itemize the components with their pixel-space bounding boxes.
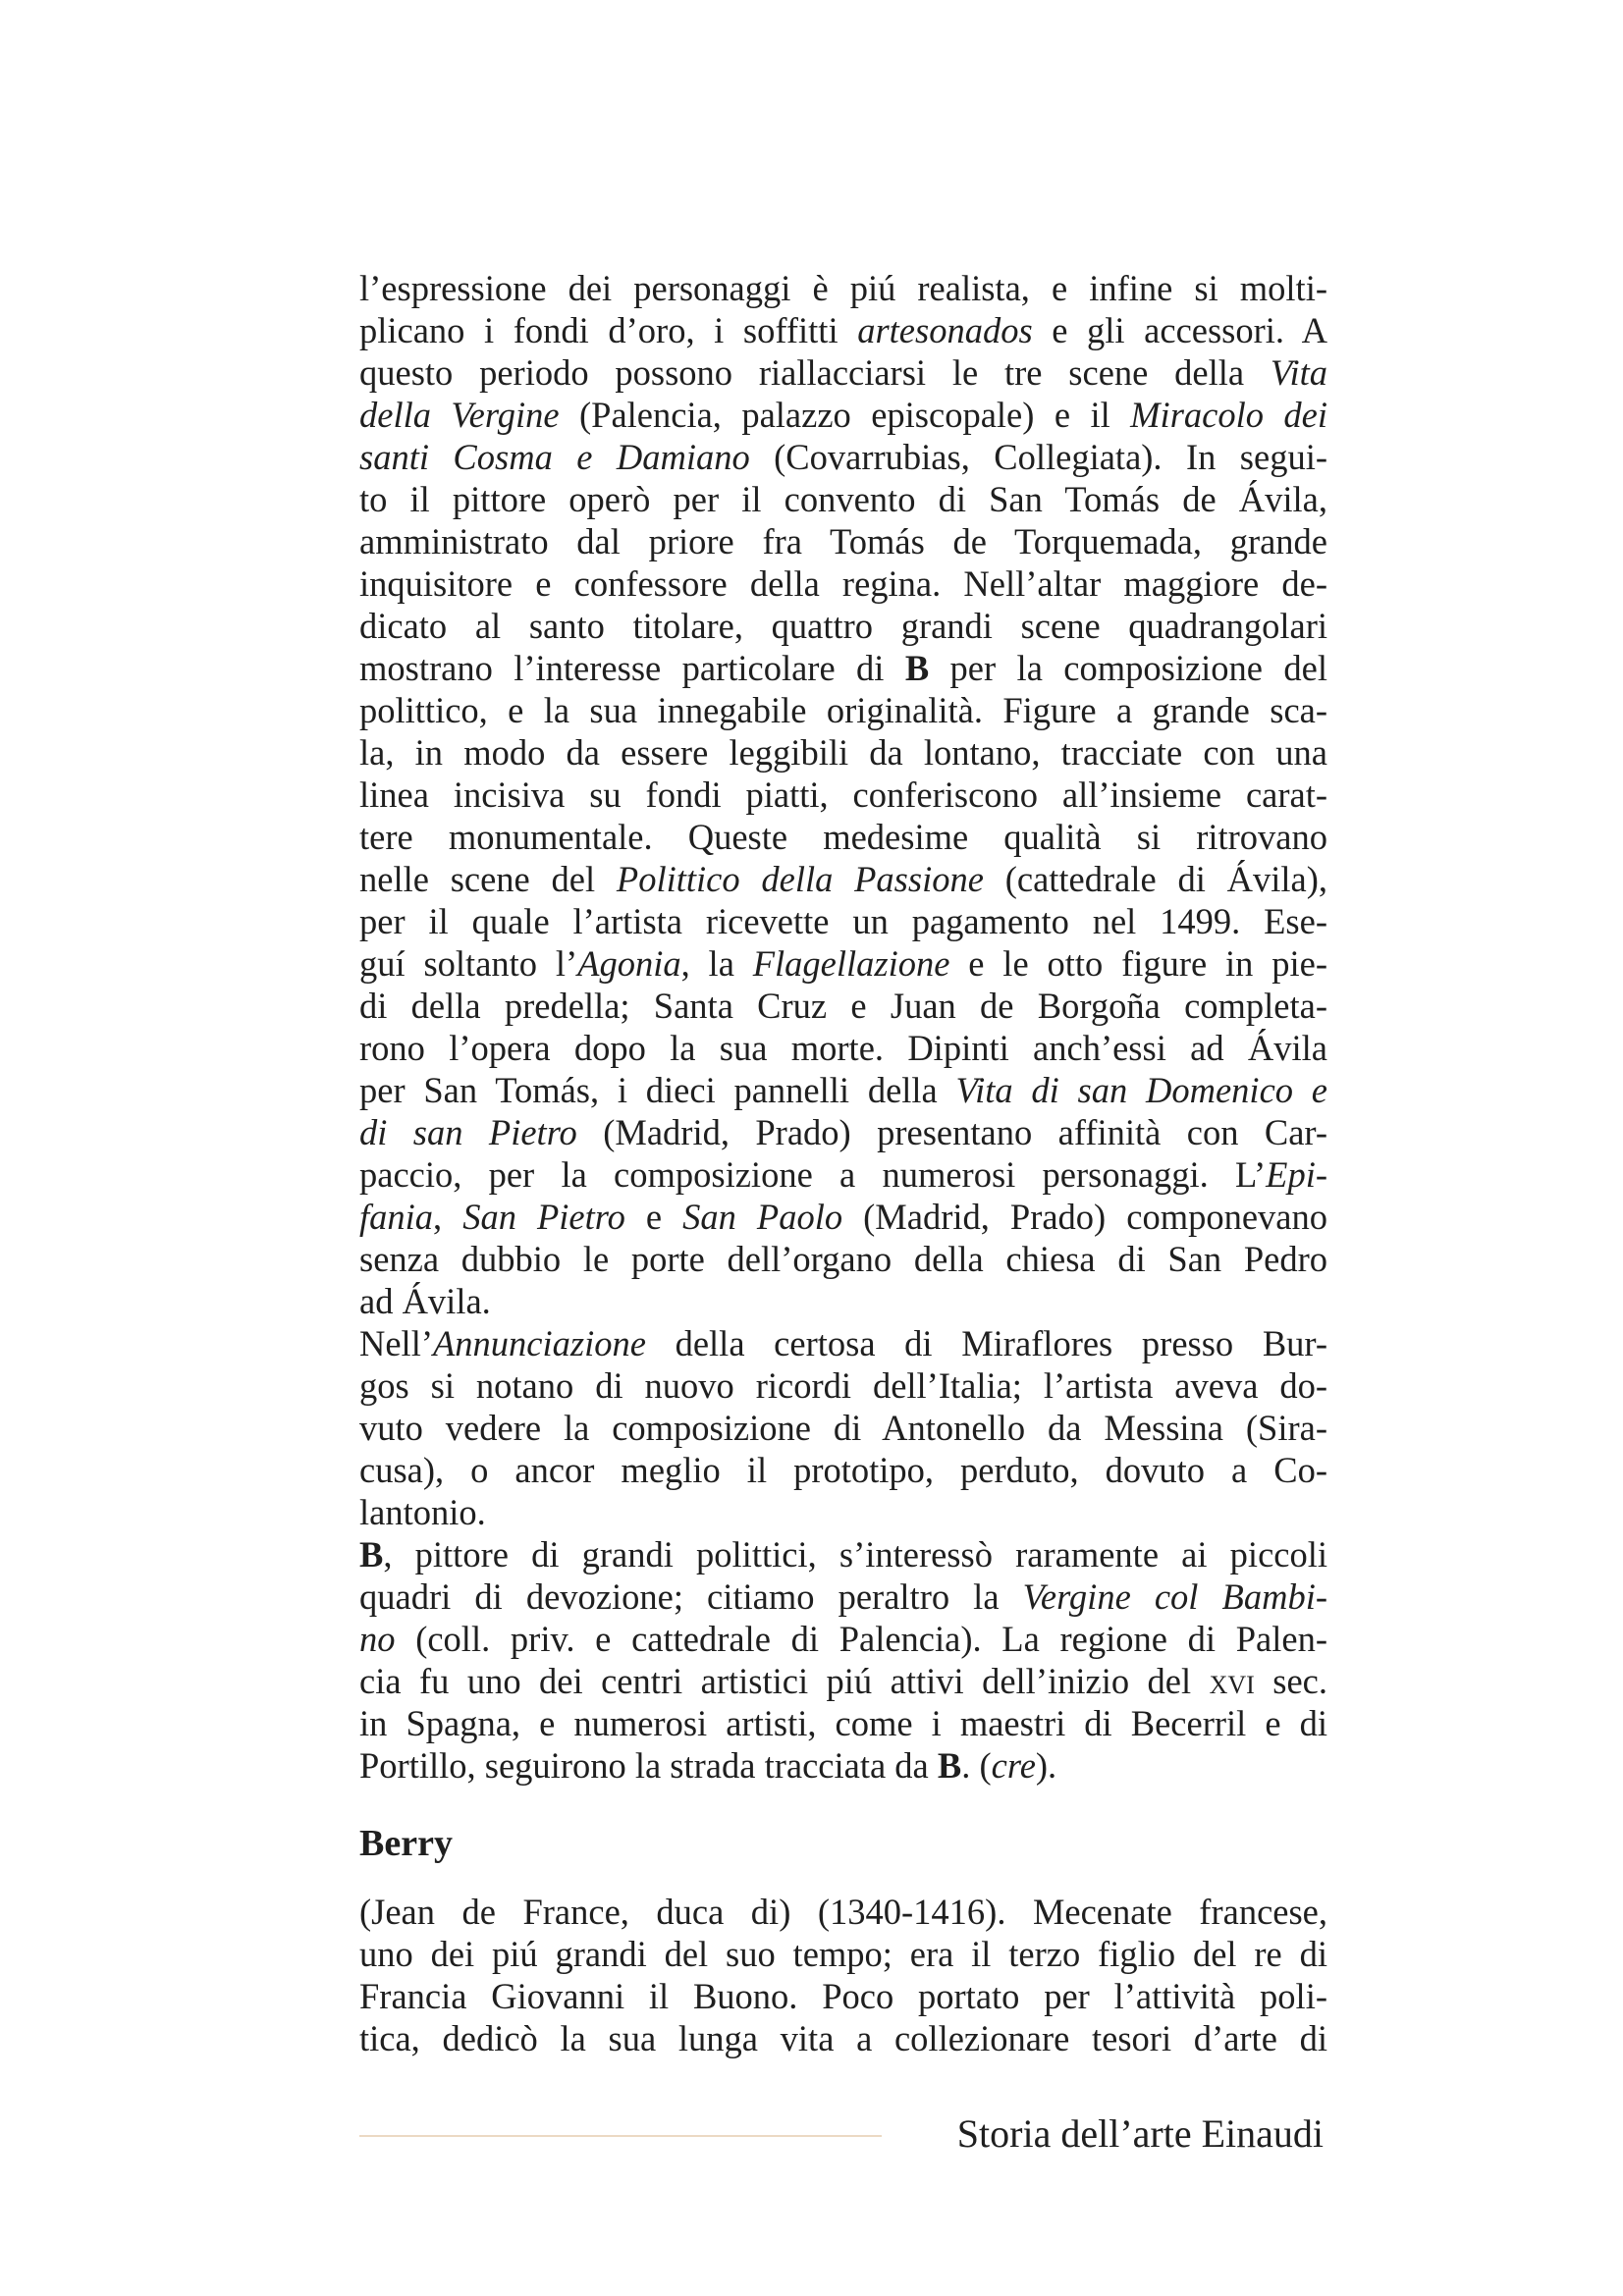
main-line: inquisitore e confessore della regina. Nell’altar maggiore de- (359, 563, 1327, 604)
main-line: questo periodo possono riallacciarsi le tre scene della Vita (359, 352, 1327, 393)
main-line: cusa), o ancor meglio il prototipo, perduto, dovuto a Co- (359, 1450, 1327, 1490)
main-line: gos si notano di nuovo ricordi dell’Italia; l’artista aveva do- (359, 1365, 1327, 1406)
entry-line: (Jean de France, duca di) (1340-1416). Mecenate francese, (359, 1892, 1327, 1932)
main-line: ad Ávila. (359, 1281, 491, 1321)
main-line: in Spagna, e numerosi artisti, come i maestri di Becerril e di (359, 1703, 1327, 1743)
main-line: senza dubbio le porte dell’organo della chiesa di San Pedro (359, 1239, 1327, 1279)
main-line: Nell’Annunciazione della certosa di Miraflores presso Bur- (359, 1323, 1327, 1363)
main-line: fania, San Pietro e San Paolo (Madrid, Prado) componevano (359, 1197, 1327, 1237)
main-line: cia fu uno dei centri artistici piú attivi dell’inizio del xvi sec. (359, 1661, 1327, 1701)
main-line: quadri di devozione; citiamo peraltro la Vergine col Bambi- (359, 1576, 1327, 1617)
main-line: rono l’opera dopo la sua morte. Dipinti anch’essi ad Ávila (359, 1028, 1327, 1068)
main-line: per San Tomás, i dieci pannelli della Vita di san Domenico e (359, 1070, 1327, 1110)
main-line: Portillo, seguirono la strada tracciata da B. (cre). (359, 1745, 1057, 1786)
entry-line: tica, dedicò la sua lunga vita a collezionare tesori d’arte di (359, 2018, 1327, 2058)
main-line: l’espressione dei personaggi è piú realista, e infine si molti- (359, 268, 1327, 308)
footer-publisher: Storia dell’arte Einaudi (956, 2111, 1324, 2156)
main-line: la, in modo da essere leggibili da lontano, tracciate con una (359, 732, 1327, 773)
main-line: paccio, per la composizione a numerosi personaggi. L’Epi- (359, 1154, 1327, 1195)
main-line: linea incisiva su fondi piatti, conferiscono all’insieme carat- (359, 774, 1327, 815)
main-line: lantonio. (359, 1492, 486, 1532)
entry-body (359, 1891, 1327, 2059)
main-line: guí soltanto l’Agonia, la Flagellazione e le otto figure in pie- (359, 943, 1328, 984)
entry-line: uno dei piú grandi del suo tempo; era il terzo figlio del re di (359, 1934, 1327, 1974)
main-line: no (coll. priv. e cattedrale di Palencia). La regione di Palen- (359, 1619, 1327, 1659)
main-line: vuto vedere la composizione di Antonello da Messina (Sira- (359, 1408, 1327, 1448)
main-line: amministrato dal priore fra Tomás de Torquemada, grande (359, 521, 1327, 561)
main-line: per il quale l’artista ricevette un pagamento nel 1499. Ese- (359, 901, 1327, 941)
main-line: polittico, e la sua innegabile originalità. Figure a grande sca- (359, 690, 1327, 730)
main-line: di san Pietro (Madrid, Prado) presentano affinità con Car- (359, 1112, 1327, 1152)
main-line: di della predella; Santa Cruz e Juan de Borgoña completa- (359, 986, 1327, 1026)
main-line: mostrano l’interesse particolare di B per la composizione del (359, 648, 1327, 688)
main-line: dicato al santo titolare, quattro grandi scene quadrangolari (359, 606, 1327, 646)
main-line: to il pittore operò per il convento di San Tomás de Ávila, (359, 479, 1327, 519)
article-body (359, 267, 1327, 1787)
main-line: plicano i fondi d’oro, i soffitti artesonados e gli accessori. A (359, 310, 1327, 350)
main-line: tere monumentale. Queste medesime qualità si ritrovano (359, 817, 1327, 857)
main-line: santi Cosma e Damiano (Covarrubias, Collegiata). In segui- (359, 437, 1327, 477)
entry-heading: Berry (359, 1823, 453, 1864)
main-line: della Vergine (Palencia, palazzo episcopale) e il Miracolo dei (359, 395, 1328, 435)
footer-rule (359, 2135, 882, 2137)
main-line: B, pittore di grandi polittici, s’interessò raramente ai piccoli (359, 1534, 1327, 1575)
entry-line: Francia Giovanni il Buono. Poco portato per l’attività poli- (359, 1976, 1327, 2016)
main-line: nelle scene del Polittico della Passione (cattedrale di Ávila), (359, 859, 1327, 899)
